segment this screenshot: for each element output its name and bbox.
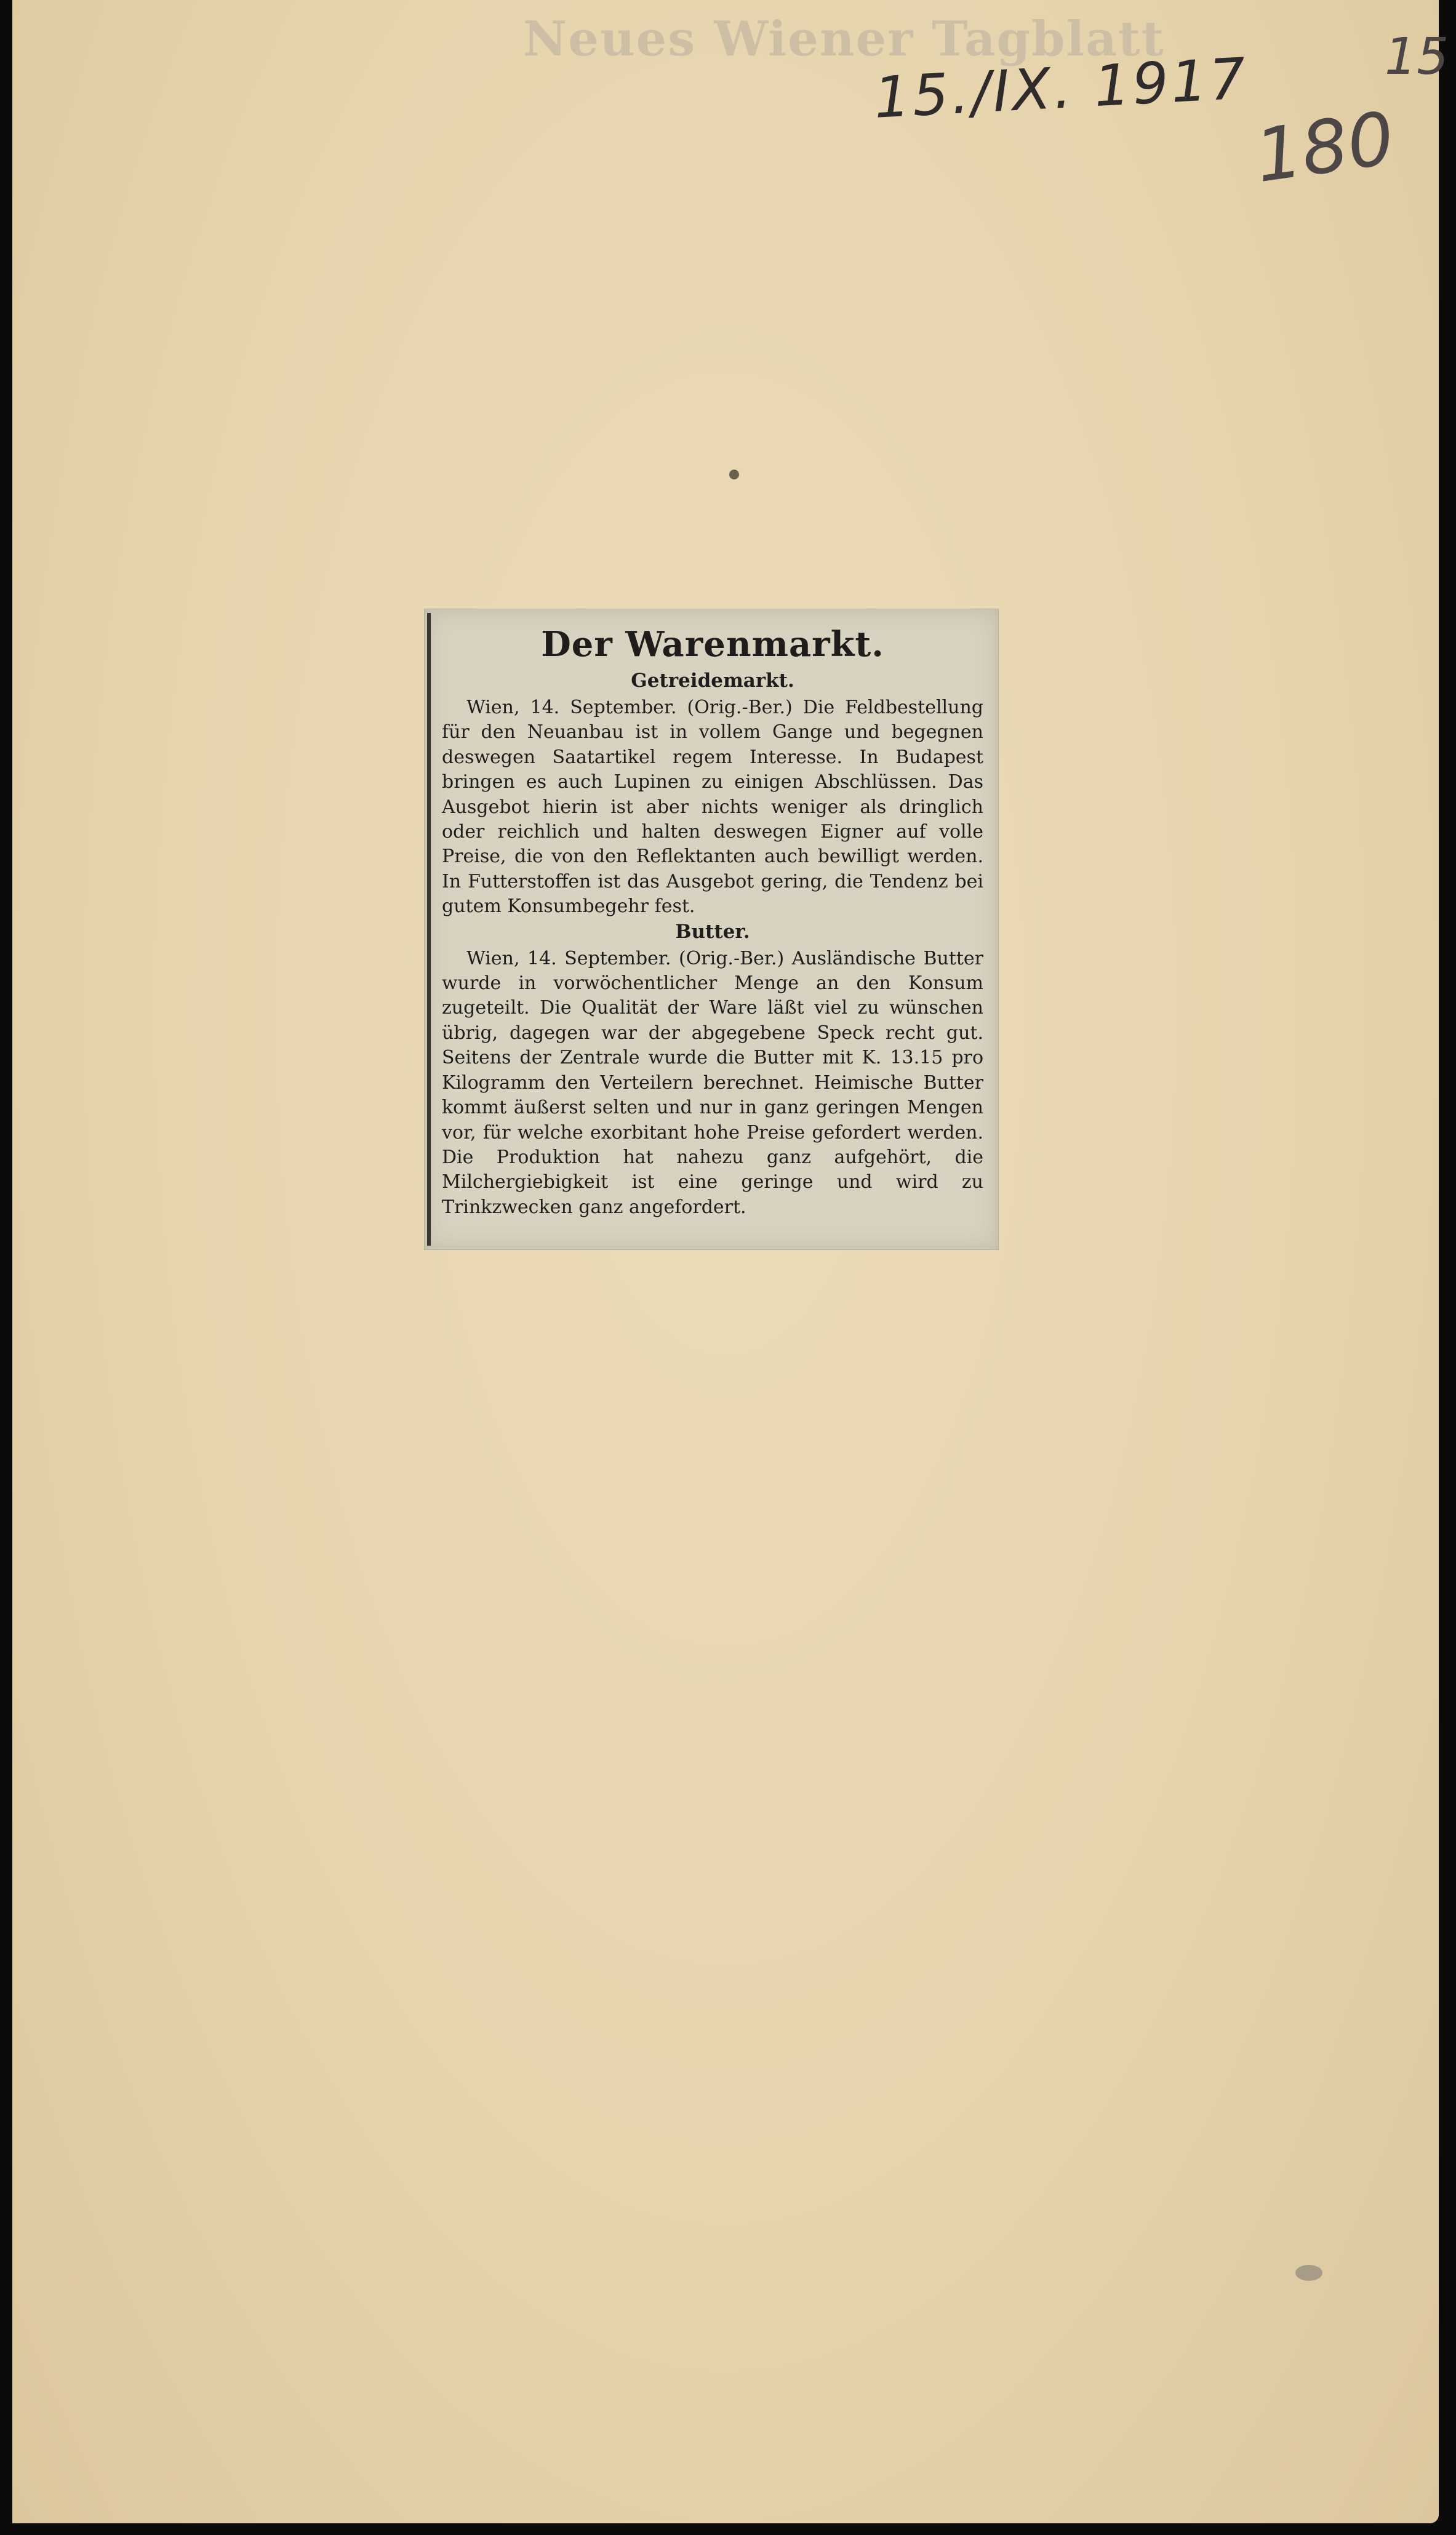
section-text-butter: Wien, 14. September. (Orig.-Ber.) Ausländische Butter wurde in vorwöchentlicher Menge an den Konsum zugeteilt. Die Qualität der Ware läßt viel zu wünschen übrig, dagegen war der abgegebene Speck recht gut. Seitens der Zentrale wurde die Butter mit K. 13.15 pro Kilogramm den Verteilern berechnet. Heimische Butter kommt äußerst selten und nur in ganz geringen Mengen vor, für welche exorbitant hohe Preise gefordert werden. Die Produktion hat nahezu ganz aufgehört, die Milchergiebigkeit ist eine geringe und wird zu Trinkzwecken ganz angefordert. bbox=[442, 947, 983, 1218]
paper-speck bbox=[1295, 2265, 1322, 2281]
article-title: Der Warenmarkt. bbox=[541, 624, 884, 665]
section-text-grain: Wien, 14. September. (Orig.-Ber.) Die Feldbestellung für den Neuanbau ist in vollem Gange und begegnen deswegen Saatartikel regem Interesse. In Budapest bringen es auch Lupinen zu einigen Abschlüssen. Das Ausgebot hierin ist aber nichts weniger als dringlich oder reichlich und halten deswegen Eigner auf volle Preise, die von den Reflektanten auch bewilligt werden. In Futterstoffen ist das Ausgebot gering, die Tendenz bei gutem Konsumbegehr fest. bbox=[442, 697, 983, 918]
section-heading-grain: Getreidemarkt. bbox=[631, 670, 794, 692]
archive-sheet bbox=[12, 0, 1449, 2523]
newspaper-stamp: Neues Wiener Tagblatt bbox=[523, 11, 1165, 67]
handwritten-corner-number: 15 bbox=[1385, 28, 1449, 86]
handwritten-page-number: 180 bbox=[1250, 95, 1399, 199]
paper-speck bbox=[729, 470, 739, 479]
newspaper-clipping bbox=[425, 609, 998, 1249]
section-heading-butter: Butter. bbox=[675, 920, 750, 943]
handwritten-date: 15./IX. 1917 bbox=[872, 46, 1250, 131]
